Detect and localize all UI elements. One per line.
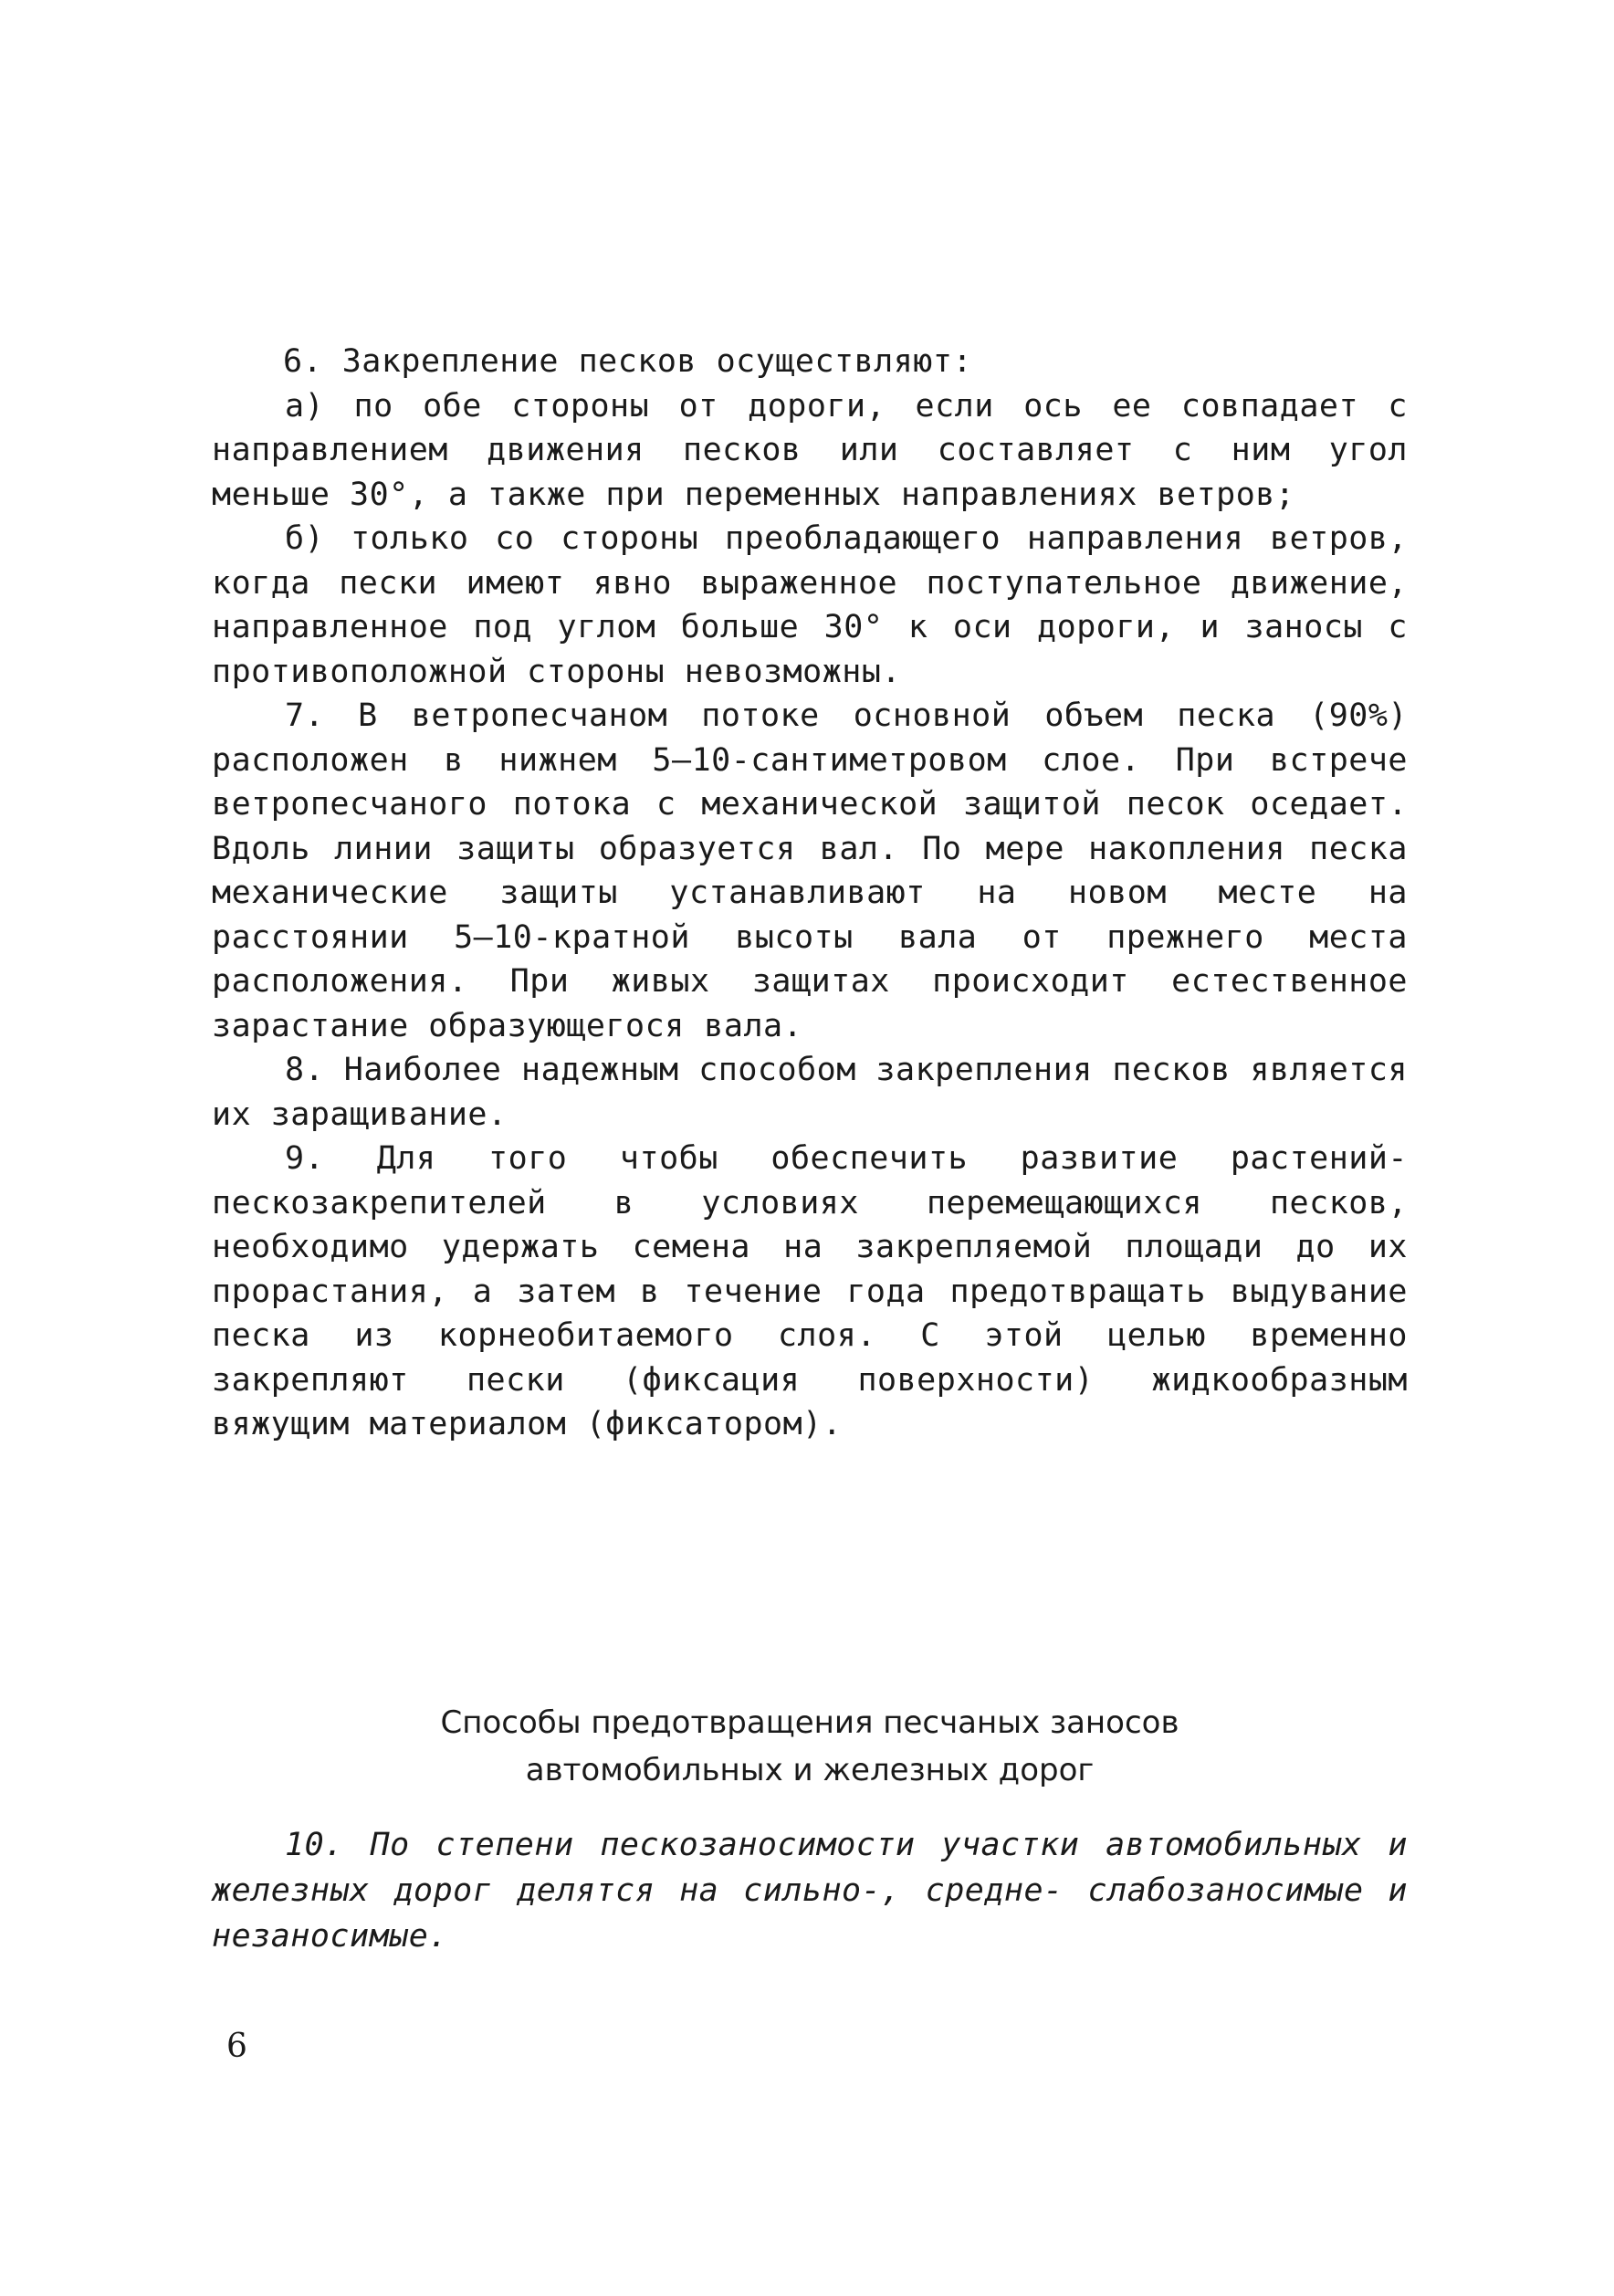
paragraph-9: 9. Для того чтобы обеспечить развитие растений-пескозакрепителей в условиях перемещающихся песков, необходимо удержать семена на закрепляемой площади до их прорастания, а затем в течение года предотвращать выдувание песка из корнеобитаемого слоя. С этой целью временно закрепляют пески (фиксация поверхности) жидкообразным вяжущим материалом (фиксатором). <box>212 1140 1408 1442</box>
section-heading-line-2: автомобильных и железных дорог <box>525 1752 1095 1788</box>
paragraph-6a: а) по обе стороны от дороги, если ось ее совпадает с направлением движения песков или составляет с ним угол меньше 30°, а также при переменных направлениях ветров; <box>212 387 1408 513</box>
main-text-block <box>212 340 1408 1447</box>
paragraph-7: 7. В ветропесчаном потоке основной объем песка (90%) расположен в нижнем 5–10-сантиметровом слое. При встрече ветропесчаного потока с механической защитой песок оседает. Вдоль линии защиты образуется вал. По мере накопления песка механические защиты устанавливают на новом месте на расстоянии 5–10-кратной высоты вала от прежнего места расположения. При живых защитах происходит естественное зарастание образующегося вала. <box>212 697 1408 1044</box>
section-heading-line-1: Способы предотвращения песчаных заносов <box>440 1704 1179 1741</box>
paragraph-6b: б) только со стороны преобладающего направления ветров, когда пески имеют явно выраженное поступательное движение, направленное под углом больше 30° к оси дороги, и заносы с противоположной стороны невозможны. <box>212 520 1408 690</box>
page-number: 6 <box>226 2028 247 2065</box>
paragraph-8: 8. Наиболее надежным способом закрепления песков является их заращивание. <box>212 1052 1408 1133</box>
paragraph-6: 6. Закрепление песков осуществляют: <box>283 343 973 380</box>
paragraph-10: 10. По степени пескозаносимости участки автомобильных и железных дорог делятся на сильно-, средне- слабозаносимые и незаносимые. <box>212 1827 1408 1955</box>
